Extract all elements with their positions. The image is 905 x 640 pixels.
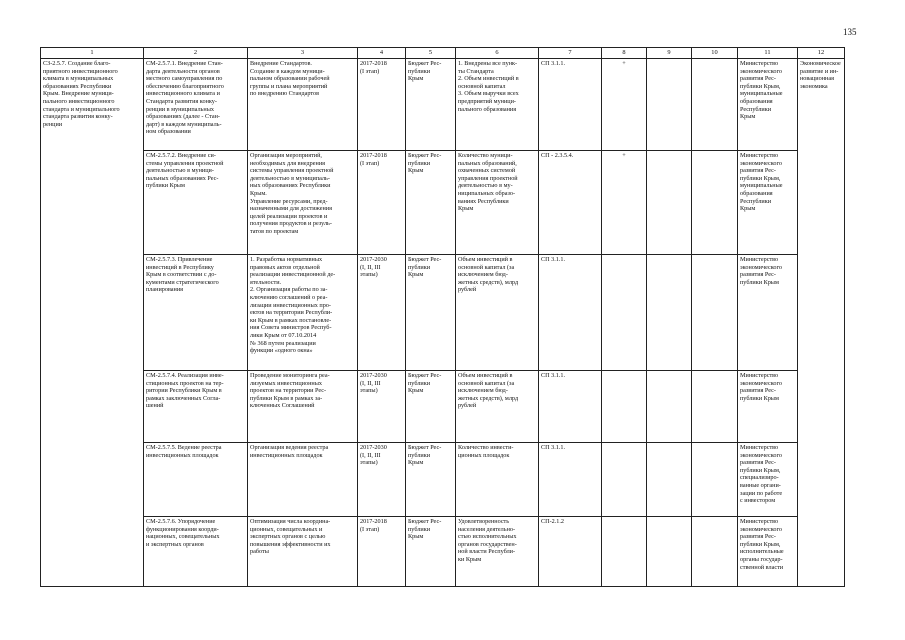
period-text: 2017-2018 (I этап) [360,518,387,533]
column-number: 7 [539,48,602,59]
activity-cell [248,517,358,587]
activity-text: Проведение мониторинга реа- лизуемых инвестиционных проектов на территории Рес- публики Крым в рамках за- ключенных Соглашений [250,372,330,410]
indicator-code-text: СП 3.1.1. [541,444,566,451]
column-number: 3 [248,48,358,59]
direction-cell [798,59,845,587]
stage-mark-cell [647,59,692,151]
period-text: 2017-2018 (I этап) [360,152,387,167]
table-row [41,517,845,587]
activity-cell [248,151,358,255]
executor-cell [738,371,798,443]
executor-cell [738,443,798,517]
executor-cell [738,517,798,587]
stage-mark-cell [692,59,738,151]
indicator-code-cell [539,255,602,371]
indicator-text: Объем инвестиций в основной капитал (за исключением бюд- жетных средств), млрд рублей [458,256,519,294]
measure-cell [144,59,248,151]
measure-text: СМ-2.5.7.2. Внедрение си- стемы управления проектной деятельностью в муници- пальных образованиях Рес- публики Крым [146,152,224,190]
stage-mark-cell [647,517,692,587]
goal-cell [41,59,144,587]
activity-text: Оптимизация числа координа- ционных, совещательных и экспертных органов с целью повышения эффективности их работы [250,518,331,556]
funding-cell [406,59,456,151]
activity-text: Организация ведения реестра инвестиционных площадок [250,444,329,459]
stage-mark-cell [602,517,647,587]
indicator-code-cell [539,443,602,517]
funding-text: Бюджет Рес- публики Крым [408,256,442,279]
indicator-cell [456,59,539,151]
indicator-cell [456,151,539,255]
table-row [41,371,845,443]
period-cell [358,255,406,371]
funding-cell [406,255,456,371]
table-row [41,151,845,255]
funding-text: Бюджет Рес- публики Крым [408,372,442,395]
indicator-code-text: СП - 2.3.5.4. [541,152,574,159]
funding-text: Бюджет Рес- публики Крым [408,60,442,83]
indicator-text: Количество муници- пальных образований, охваченных системой управления проектной деятельностью в му- ниципальных образо- ваниях Республики Крым [458,152,518,213]
strategy-table [40,47,845,587]
indicator-text: Удовлетворенность населения деятельно- стью исполнительных органов государствен- ной власти Республи- ки Крым [458,518,517,563]
measure-cell [144,443,248,517]
executor-text: Министерство экономического развития Рес- публики Крым [740,372,782,402]
activity-text: 1. Разработка нормативных правовых актов отдельной реализации инвестиционной де- ятельности. 2. Организация работы по за- ключению соглашений о реа- лизации инвестиционных про- ектов на территории Республи- ки Крым в рамках постановле- ния Совета министров Респуб- лики Крым от 07.10.2014 № 368 путем реализации функции «одного окна» [250,256,336,355]
indicator-code-text: СП 3.1.1. [541,372,566,379]
indicator-code-cell [539,151,602,255]
funding-cell [406,517,456,587]
stage-mark-cell [602,151,647,255]
funding-text: Бюджет Рес- публики Крым [408,152,442,175]
indicator-code-cell [539,371,602,443]
measure-cell [144,517,248,587]
page-number: 135 [843,27,857,37]
period-cell [358,151,406,255]
stage-mark-cell [602,443,647,517]
stage-mark-cell [692,443,738,517]
column-number: 4 [358,48,406,59]
executor-cell [738,59,798,151]
indicator-text: Объем инвестиций в основной капитал (за исключением бюд- жетных средств), млрд рублей [458,372,519,410]
stage-mark-cell [647,371,692,443]
column-number: 12 [798,48,845,59]
table-row [41,443,845,517]
funding-cell [406,151,456,255]
stage-mark-cell [692,151,738,255]
period-text: 2017-2018 (I этап) [360,60,387,75]
indicator-cell [456,517,539,587]
activity-cell [248,255,358,371]
column-number: 6 [456,48,539,59]
indicator-code-cell [539,59,602,151]
period-cell [358,443,406,517]
indicator-cell [456,443,539,517]
table-row [41,59,845,151]
column-number: 9 [647,48,692,59]
period-text: 2017-2030 (I, II, III этапы) [360,256,387,279]
activity-text: Организация мероприятий, необходимых для внедрения системы управления проектной деятельностью в муниципаль- ных образованиях Республики Крым. Управление ресурсами, пред- назначенными для достижения целей реализации проектов и получения продуктов и резуль- татов по проектам [250,152,334,235]
funding-text: Бюджет Рес- публики Крым [408,518,442,541]
table-row [41,255,845,371]
indicator-text: 1. Внедрены все пунк- ты Стандарта 2. Объем инвестиций в основной капитал 3. Объем выручки всех предприятий муници- пального образования [458,60,519,113]
measure-text: СМ-2.5.7.6. Упорядочение функционирования коорди- национных, совещательных и экспертных органов [146,518,220,548]
stage-mark-text: + [622,60,626,67]
executor-text: Министерство экономического развития Рес- публики Крым, муниципальные образования Республики Крым [740,152,783,213]
direction-text: Экономическое развитие и ин- новационная экономика [800,60,841,90]
stage-mark-cell [692,517,738,587]
column-number-row [41,48,845,59]
executor-text: Министерство экономического развития Рес- публики Крым, муниципальные образования Республики Крым [740,60,783,121]
stage-mark-cell [602,59,647,151]
measure-cell [144,371,248,443]
measure-text: СМ-2.5.7.3. Привлечение инвестиций в Республику Крым в соответствии с до- кументами стратегического планирования [146,256,219,294]
period-cell [358,371,406,443]
column-number: 1 [41,48,144,59]
executor-cell [738,255,798,371]
executor-cell [738,151,798,255]
indicator-code-text: СП 3.1.1. [541,256,566,263]
measure-cell [144,151,248,255]
stage-mark-cell [647,255,692,371]
indicator-cell [456,255,539,371]
activity-cell [248,443,358,517]
stage-mark-cell [602,371,647,443]
funding-cell [406,371,456,443]
period-cell [358,59,406,151]
indicator-code-text: СП-2.1.2 [541,518,565,525]
measure-cell [144,255,248,371]
stage-mark-cell [692,371,738,443]
stage-mark-text: + [622,152,626,159]
executor-text: Министерство экономического развития Рес- публики Крым, исполнительные органы государ- ственной власти [740,518,784,571]
activity-text: Внедрение Стандартов. Создание в каждом муници- пальном образовании рабочей группы и плана мероприятий по внедрению Стандартов [250,60,330,98]
indicator-code-text: СП 3.1.1. [541,60,566,67]
funding-text: Бюджет Рес- публики Крым [408,444,442,467]
funding-cell [406,443,456,517]
executor-text: Министерство экономического развития Рес- публики Крым, специализиро- ванные органи- зации по работе с инвестором [740,444,783,505]
executor-text: Министерство экономического развития Рес- публики Крым [740,256,782,286]
indicator-text: Количество инвести- ционных площадок [458,444,514,459]
column-number: 8 [602,48,647,59]
measure-text: СМ-2.5.7.1. Внедрение Стан- дарта деятельности органов местного самоуправления по обеспечению благоприятного инвестиционного климата и Стандарта развития конку- ренции в муниципальных образованиях (далее - Стан- дарт) в каждом муниципаль- ном образовании [146,60,224,136]
activity-cell [248,371,358,443]
measure-text: СМ-2.5.7.5. Ведение реестра инвестиционных площадок [146,444,222,459]
period-cell [358,517,406,587]
stage-mark-cell [647,151,692,255]
stage-mark-cell [602,255,647,371]
stage-mark-cell [692,255,738,371]
indicator-code-cell [539,517,602,587]
activity-cell [248,59,358,151]
column-number: 2 [144,48,248,59]
indicator-cell [456,371,539,443]
stage-mark-cell [647,443,692,517]
column-number: 5 [406,48,456,59]
goal-text: СЗ-2.5.7. Создание благо- приятного инвестиционного климата в муниципальных образованиях Республики Крым. Внедрение муници- пального инвестиционного стандарта и муниципального стандарта развития конку- ренции [43,60,120,128]
column-number: 11 [738,48,798,59]
measure-text: СМ-2.5.7.4. Реализация инве- стиционных проектов на тер- ритории Республики Крым в рамках заключенных Согла- шений [146,372,224,410]
column-number: 10 [692,48,738,59]
period-text: 2017-2030 (I, II, III этапы) [360,444,387,467]
period-text: 2017-2030 (I, II, III этапы) [360,372,387,395]
